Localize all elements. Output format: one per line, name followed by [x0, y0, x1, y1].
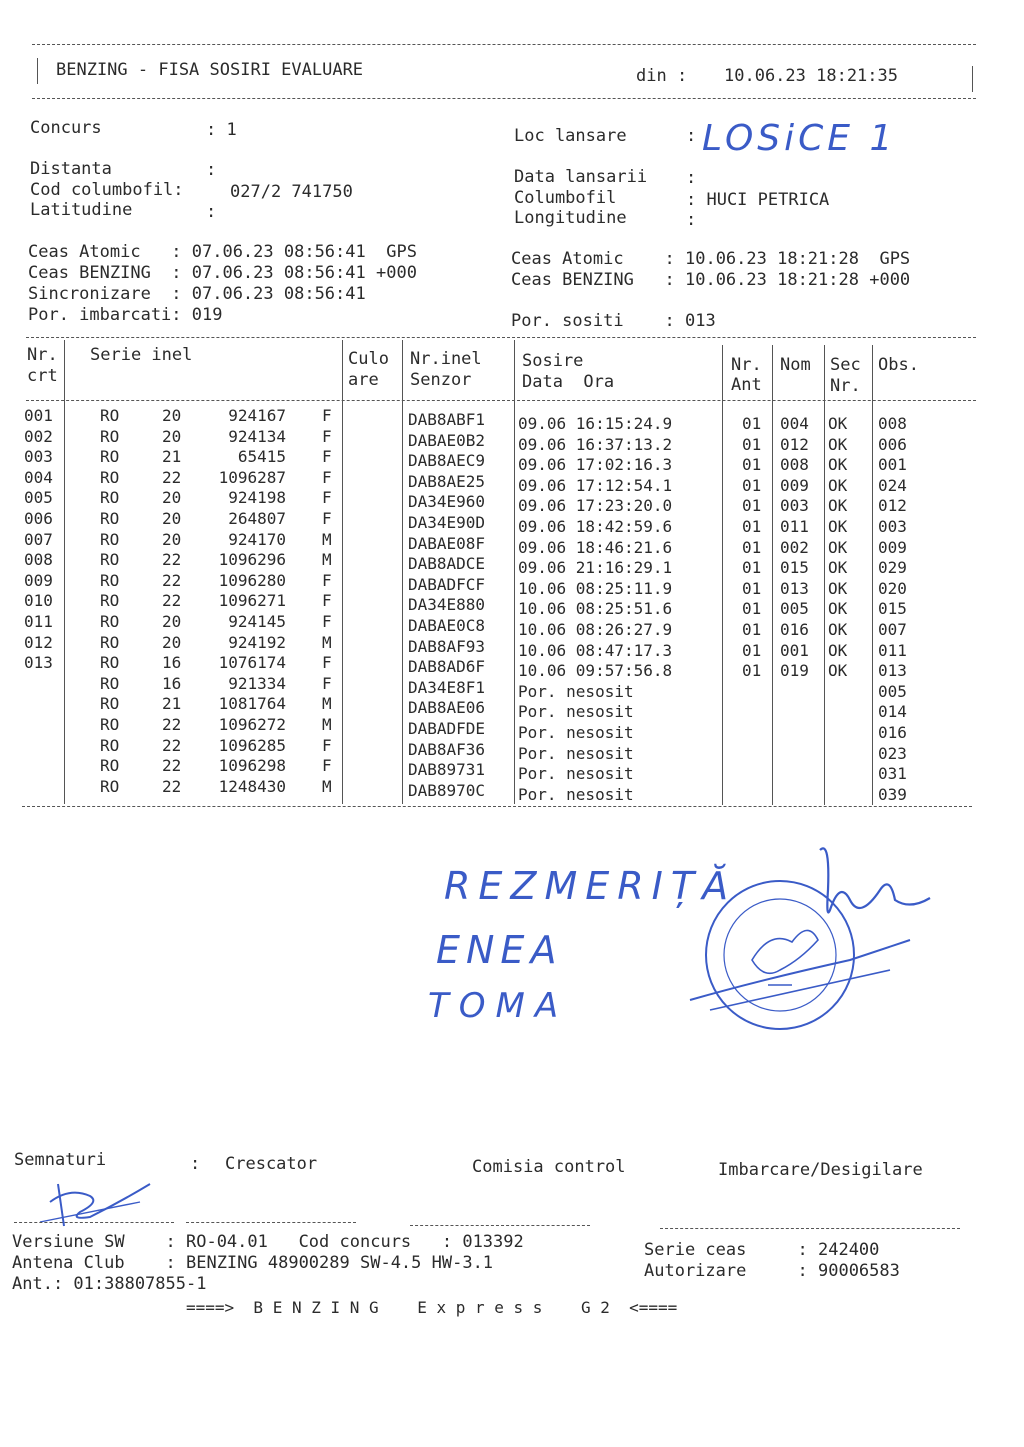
table-cell-sosire: 09.06 21:16:29.1	[518, 558, 673, 578]
table-cell-sosire: Por. nesosit	[518, 681, 634, 701]
table-cell-obs: 008	[878, 414, 907, 433]
table-cell-senzor: DAB8AF36	[408, 739, 486, 759]
col-divider-4	[514, 340, 515, 804]
handwritten-name-3: TOMA	[428, 986, 569, 1026]
header-data-ora: Data Ora	[522, 372, 615, 392]
table-cell-senzor: DAB8AE25	[408, 471, 486, 491]
table-cell-sec: OK	[828, 661, 848, 681]
cod-columbofil-label: Cod columbofil:	[30, 180, 184, 200]
header-nr-ant-1: Nr.	[731, 355, 762, 375]
table-cell-nom: 013	[780, 578, 809, 598]
table-cell-tara: RO	[100, 447, 120, 467]
header-crt: crt	[27, 366, 58, 386]
table-cell-nom: 004	[780, 414, 809, 433]
table-cell-num: 1096271	[218, 591, 286, 611]
table-cell-sec: OK	[828, 414, 848, 433]
table-cell-nom: 001	[780, 640, 809, 660]
table-cell-nom: 002	[780, 537, 809, 557]
comisia-control-label: Comisia control	[472, 1157, 626, 1177]
loc-lansare-sep: :	[686, 126, 697, 146]
table-cell-nom: 019	[780, 661, 809, 681]
data-lansarii-label: Data lansarii	[514, 167, 648, 187]
table-cell-ant: 01	[742, 496, 762, 516]
header-sec-2: Nr.	[830, 376, 861, 396]
latitudine-value: :	[206, 202, 217, 222]
table-cell-nr: 006	[24, 509, 53, 528]
table-cell-obs: 001	[878, 455, 907, 475]
table-cell-sec: OK	[828, 558, 848, 578]
table-cell-an: 22	[162, 550, 182, 570]
semnaturi-sep: :	[190, 1154, 201, 1174]
table-cell-tara: RO	[100, 612, 120, 631]
table-cell-an: 20	[162, 529, 182, 549]
table-cell-nom: 015	[780, 558, 809, 578]
antena-id: Ant.: 01:38807855-1	[12, 1274, 207, 1294]
col-divider-5	[722, 345, 723, 805]
table-cell-num: 1081764	[218, 694, 286, 714]
distanta-label: Distanta	[30, 159, 112, 179]
table-cell-num: 1076174	[218, 653, 286, 673]
table-cell-ant: 01	[742, 620, 762, 639]
col-divider-7	[824, 345, 825, 805]
columbofil-label: Columbofil	[514, 188, 617, 208]
table-cell-sec: OK	[828, 537, 848, 557]
concurs-value: : 1	[206, 120, 237, 140]
table-cell-tara: RO	[100, 653, 120, 673]
table-cell-senzor: DABAE0B2	[408, 430, 486, 450]
sincronizare: Sincronizare : 07.06.23 08:56:41	[28, 284, 366, 304]
data-lansarii-value: :	[686, 168, 697, 188]
table-cell-obs: 029	[878, 558, 907, 578]
table-cell-num: 1096298	[218, 756, 286, 776]
header-top-rule	[32, 44, 976, 45]
table-cell-an: 22	[162, 776, 182, 796]
table-cell-senzor: DA34E8F1	[408, 677, 486, 697]
table-cell-sosire: 10.06 08:25:51.6	[518, 599, 673, 619]
table-cell-obs: 003	[878, 517, 907, 536]
signature-rule-2	[186, 1222, 356, 1223]
table-cell-nr: 001	[24, 406, 53, 425]
table-cell-sex: F	[322, 673, 332, 693]
crescator-signature-icon	[30, 1172, 160, 1232]
header-nr-inel: Nr.inel	[410, 349, 482, 369]
table-cell-sosire: Por. nesosit	[518, 764, 634, 784]
table-cell-sosire: 10.06 09:57:56.8	[518, 661, 673, 681]
table-cell-an: 22	[162, 715, 182, 734]
concurs-label: Concurs	[30, 118, 102, 138]
table-cell-ant: 01	[742, 434, 762, 454]
distanta-value: :	[206, 160, 217, 180]
table-cell-an: 16	[162, 653, 182, 673]
table-cell-sex: F	[322, 735, 332, 755]
table-cell-tara: RO	[100, 694, 120, 714]
table-cell-num: 924198	[228, 488, 286, 508]
ceas-atomic-start: Ceas Atomic : 07.06.23 08:56:41 GPS	[28, 242, 417, 262]
table-cell-sec: OK	[828, 455, 848, 475]
ceas-atomic-end: Ceas Atomic : 10.06.23 18:21:28 GPS	[511, 249, 911, 269]
table-cell-nom: 005	[780, 599, 809, 619]
signature-rule-4	[660, 1228, 960, 1229]
table-cell-sex: M	[322, 715, 332, 734]
table-cell-ant: 01	[742, 558, 762, 578]
table-cell-sosire: 09.06 17:23:20.0	[518, 496, 673, 516]
table-cell-sosire: Por. nesosit	[518, 702, 634, 722]
col-divider-8	[872, 345, 873, 805]
table-cell-num: 1096280	[218, 570, 286, 590]
table-cell-nom: 016	[780, 620, 809, 639]
table-cell-an: 22	[162, 467, 182, 487]
serie-ceas: Serie ceas : 242400	[644, 1240, 880, 1260]
table-cell-num: 264807	[228, 509, 286, 528]
table-cell-sex: F	[322, 447, 332, 467]
club-stamp-and-signature	[680, 820, 960, 1050]
table-cell-nom: 009	[780, 475, 809, 495]
table-cell-obs: 006	[878, 434, 907, 454]
table-cell-sex: M	[322, 694, 332, 714]
table-cell-senzor: DABADFCF	[408, 574, 486, 594]
porumbei-imbarcati: Por. imbarcati: 019	[28, 305, 223, 325]
header-obs: Obs.	[878, 355, 919, 375]
table-cell-num: 924170	[228, 529, 286, 549]
table-cell-sec: OK	[828, 517, 848, 536]
table-bottom-rule	[22, 806, 972, 807]
table-cell-senzor: DABAE0C8	[408, 616, 486, 635]
longitudine-value: :	[686, 210, 697, 230]
table-cell-senzor: DA34E90D	[408, 513, 486, 532]
table-cell-sosire: 09.06 18:46:21.6	[518, 537, 673, 557]
header-nom: Nom	[780, 355, 811, 375]
table-cell-obs: 009	[878, 537, 907, 557]
table-cell-sosire: 09.06 16:37:13.2	[518, 434, 673, 454]
table-cell-nr: 012	[24, 632, 53, 652]
table-cell-nom: 011	[780, 517, 809, 536]
table-cell-num: 1096296	[218, 550, 286, 570]
header-culoare-1: Culo	[348, 349, 389, 369]
table-cell-sex: F	[322, 570, 332, 590]
table-cell-tara: RO	[100, 591, 120, 611]
table-cell-sec: OK	[828, 620, 848, 639]
benzing-express-brand: ====> B E N Z I N G E x p r e s s G 2 <====	[186, 1298, 678, 1317]
header-right-border	[972, 66, 973, 92]
report-date-label: din :	[636, 66, 688, 86]
table-cell-ant: 01	[742, 640, 762, 660]
imbarcare-desigilare-label: Imbarcare/Desigilare	[718, 1160, 923, 1180]
table-cell-num: 921334	[228, 673, 286, 693]
table-cell-ant: 01	[742, 661, 762, 681]
table-cell-an: 22	[162, 591, 182, 611]
table-cell-nr: 013	[24, 653, 53, 673]
table-cell-obs: 016	[878, 723, 907, 742]
table-cell-num: 1096287	[218, 467, 286, 487]
handwritten-name-2: ENEA	[436, 928, 563, 972]
table-cell-num: 924167	[228, 406, 286, 425]
table-cell-num: 924145	[228, 612, 286, 631]
table-cell-tara: RO	[100, 673, 120, 693]
header-serie-inel: Serie inel	[90, 345, 193, 365]
table-cell-sex: M	[322, 776, 332, 796]
table-cell-obs: 015	[878, 599, 907, 619]
table-cell-senzor: DAB8AEC9	[408, 451, 486, 471]
table-cell-nom: 008	[780, 455, 809, 475]
longitudine-label: Longitudine	[514, 208, 627, 228]
table-cell-sosire: 09.06 18:42:59.6	[518, 517, 673, 536]
table-cell-senzor: DAB8AF93	[408, 636, 486, 656]
table-cell-senzor: DAB8AE06	[408, 698, 486, 718]
table-cell-nr: 011	[24, 612, 53, 631]
signature-rule-3	[410, 1225, 590, 1226]
table-cell-sosire: 10.06 08:25:11.9	[518, 578, 673, 598]
table-cell-tara: RO	[100, 550, 120, 570]
table-cell-an: 20	[162, 632, 182, 652]
table-cell-nr: 009	[24, 570, 53, 590]
table-cell-num: 1096285	[218, 735, 286, 755]
table-cell-obs: 013	[878, 661, 907, 681]
porumbei-sositi: Por. sositi : 013	[511, 311, 716, 331]
table-cell-an: 21	[162, 447, 182, 467]
table-cell-nr: 007	[24, 529, 53, 549]
table-cell-an: 20	[162, 612, 182, 631]
table-cell-tara: RO	[100, 715, 120, 734]
versiune-sw: Versiune SW : RO-04.01 Cod concurs : 013392	[12, 1232, 524, 1252]
table-cell-senzor: DAB8AD6F	[408, 657, 486, 677]
table-cell-senzor: DAB8970C	[408, 780, 486, 800]
antena-club: Antena Club : BENZING 48900289 SW-4.5 HW-3.1	[12, 1253, 494, 1273]
table-cell-an: 20	[162, 488, 182, 508]
table-cell-ant: 01	[742, 414, 762, 433]
table-cell-sec: OK	[828, 640, 848, 660]
table-cell-an: 16	[162, 673, 182, 693]
header-senzor: Senzor	[410, 370, 472, 390]
table-cell-sec: OK	[828, 475, 848, 495]
table-cell-sex: F	[322, 591, 332, 611]
table-cell-num: 1096272	[218, 715, 286, 734]
table-cell-sec: OK	[828, 496, 848, 516]
table-cell-nr: 002	[24, 426, 53, 446]
table-cell-sex: F	[322, 467, 332, 487]
ceas-benzing-start: Ceas BENZING : 07.06.23 08:56:41 +000	[28, 263, 417, 283]
table-cell-sex: F	[322, 653, 332, 673]
table-cell-ant: 01	[742, 455, 762, 475]
header-left-border	[37, 58, 38, 84]
table-cell-tara: RO	[100, 570, 120, 590]
table-cell-an: 22	[162, 735, 182, 755]
table-cell-tara: RO	[100, 509, 120, 528]
table-cell-obs: 024	[878, 475, 907, 495]
table-cell-nr: 010	[24, 591, 53, 611]
table-cell-sex: F	[322, 488, 332, 508]
table-cell-tara: RO	[100, 776, 120, 796]
table-cell-tara: RO	[100, 735, 120, 755]
table-cell-ant: 01	[742, 599, 762, 619]
handwritten-name-1: REZMERIȚĂ	[444, 864, 737, 908]
table-cell-an: 22	[162, 756, 182, 776]
table-cell-num: 1248430	[218, 776, 286, 796]
table-cell-nom: 012	[780, 434, 809, 454]
table-cell-sosire: Por. nesosit	[518, 723, 634, 742]
table-header-rule	[26, 400, 976, 401]
table-cell-nr: 005	[24, 488, 53, 508]
table-cell-sex: F	[322, 406, 332, 425]
table-cell-nr: 003	[24, 447, 53, 467]
table-cell-sec: OK	[828, 578, 848, 598]
table-cell-tara: RO	[100, 529, 120, 549]
table-cell-an: 22	[162, 570, 182, 590]
table-cell-senzor: DAB8ADCE	[408, 554, 486, 574]
table-cell-senzor: DA34E880	[408, 595, 486, 615]
col-divider-6	[772, 345, 773, 805]
header-nr: Nr.	[27, 345, 58, 365]
table-cell-nom: 003	[780, 496, 809, 516]
table-cell-senzor: DA34E960	[408, 492, 486, 512]
table-cell-obs: 007	[878, 620, 907, 639]
table-cell-senzor: DABADFDE	[408, 719, 486, 738]
table-cell-tara: RO	[100, 426, 120, 446]
crescator-label: Crescator	[225, 1154, 318, 1174]
table-cell-obs: 011	[878, 640, 907, 660]
signature-rule-1	[14, 1222, 174, 1223]
report-date: 10.06.23 18:21:35	[724, 66, 898, 86]
table-cell-tara: RO	[100, 406, 120, 425]
table-cell-num: 924134	[228, 426, 286, 446]
semnaturi-label: Semnaturi	[14, 1150, 107, 1170]
table-cell-senzor: DABAE08F	[408, 533, 486, 553]
table-cell-nr: 008	[24, 550, 53, 570]
header-sosire: Sosire	[522, 351, 584, 371]
table-cell-ant: 01	[742, 517, 762, 536]
table-cell-sex: F	[322, 509, 332, 528]
table-cell-sosire: 09.06 17:02:16.3	[518, 455, 673, 475]
loc-lansare-handwritten: LOSiCE 1	[702, 118, 897, 159]
header-bottom-rule	[32, 98, 976, 99]
table-cell-sosire: Por. nesosit	[518, 784, 634, 804]
table-cell-an: 20	[162, 406, 182, 425]
table-cell-tara: RO	[100, 756, 120, 776]
signature-icon	[690, 848, 930, 1010]
table-cell-sex: M	[322, 632, 332, 652]
table-cell-sosire: 09.06 17:12:54.1	[518, 475, 673, 495]
table-cell-sex: F	[322, 612, 332, 631]
columbofil-value: : HUCI PETRICA	[686, 190, 830, 210]
table-cell-sex: F	[322, 756, 332, 776]
table-cell-an: 20	[162, 426, 182, 446]
header-culoare-2: are	[348, 370, 379, 390]
table-cell-sex: F	[322, 426, 332, 446]
table-cell-obs: 012	[878, 496, 907, 516]
table-top-rule	[26, 337, 976, 338]
table-cell-sosire: 09.06 16:15:24.9	[518, 414, 673, 433]
table-cell-sosire: 10.06 08:26:27.9	[518, 620, 673, 639]
header-nr-ant-2: Ant	[731, 375, 762, 395]
table-cell-num: 924192	[228, 632, 286, 652]
table-cell-ant: 01	[742, 578, 762, 598]
table-cell-senzor: DAB89731	[408, 760, 486, 780]
table-cell-sec: OK	[828, 599, 848, 619]
table-cell-sex: M	[322, 529, 332, 549]
cod-columbofil-value: 027/2 741750	[230, 182, 353, 202]
col-divider-3	[402, 340, 403, 804]
loc-lansare-label: Loc lansare	[514, 126, 627, 146]
latitudine-label: Latitudine	[30, 200, 133, 220]
table-cell-sosire: Por. nesosit	[518, 743, 634, 763]
table-cell-ant: 01	[742, 475, 762, 495]
col-divider-2	[342, 340, 343, 804]
table-cell-obs: 023	[878, 743, 907, 763]
table-cell-an: 21	[162, 694, 182, 714]
ceas-benzing-end: Ceas BENZING : 10.06.23 18:21:28 +000	[511, 270, 911, 290]
table-cell-num: 65415	[237, 447, 286, 467]
table-cell-senzor: DAB8ABF1	[408, 410, 486, 429]
autorizare: Autorizare : 90006583	[644, 1261, 900, 1281]
table-cell-obs: 005	[878, 681, 907, 701]
table-cell-tara: RO	[100, 488, 120, 508]
table-cell-obs: 031	[878, 764, 907, 784]
table-cell-nr: 004	[24, 467, 53, 487]
table-cell-sosire: 10.06 08:47:17.3	[518, 640, 673, 660]
header-sec-1: Sec	[830, 355, 861, 375]
col-divider-1	[64, 340, 65, 804]
table-cell-obs: 039	[878, 784, 907, 804]
table-cell-sec: OK	[828, 434, 848, 454]
table-cell-ant: 01	[742, 537, 762, 557]
table-cell-tara: RO	[100, 632, 120, 652]
table-cell-tara: RO	[100, 467, 120, 487]
table-cell-an: 20	[162, 509, 182, 528]
table-cell-sex: M	[322, 550, 332, 570]
table-cell-obs: 020	[878, 578, 907, 598]
report-title: BENZING - FISA SOSIRI EVALUARE	[56, 60, 364, 80]
table-cell-obs: 014	[878, 702, 907, 722]
